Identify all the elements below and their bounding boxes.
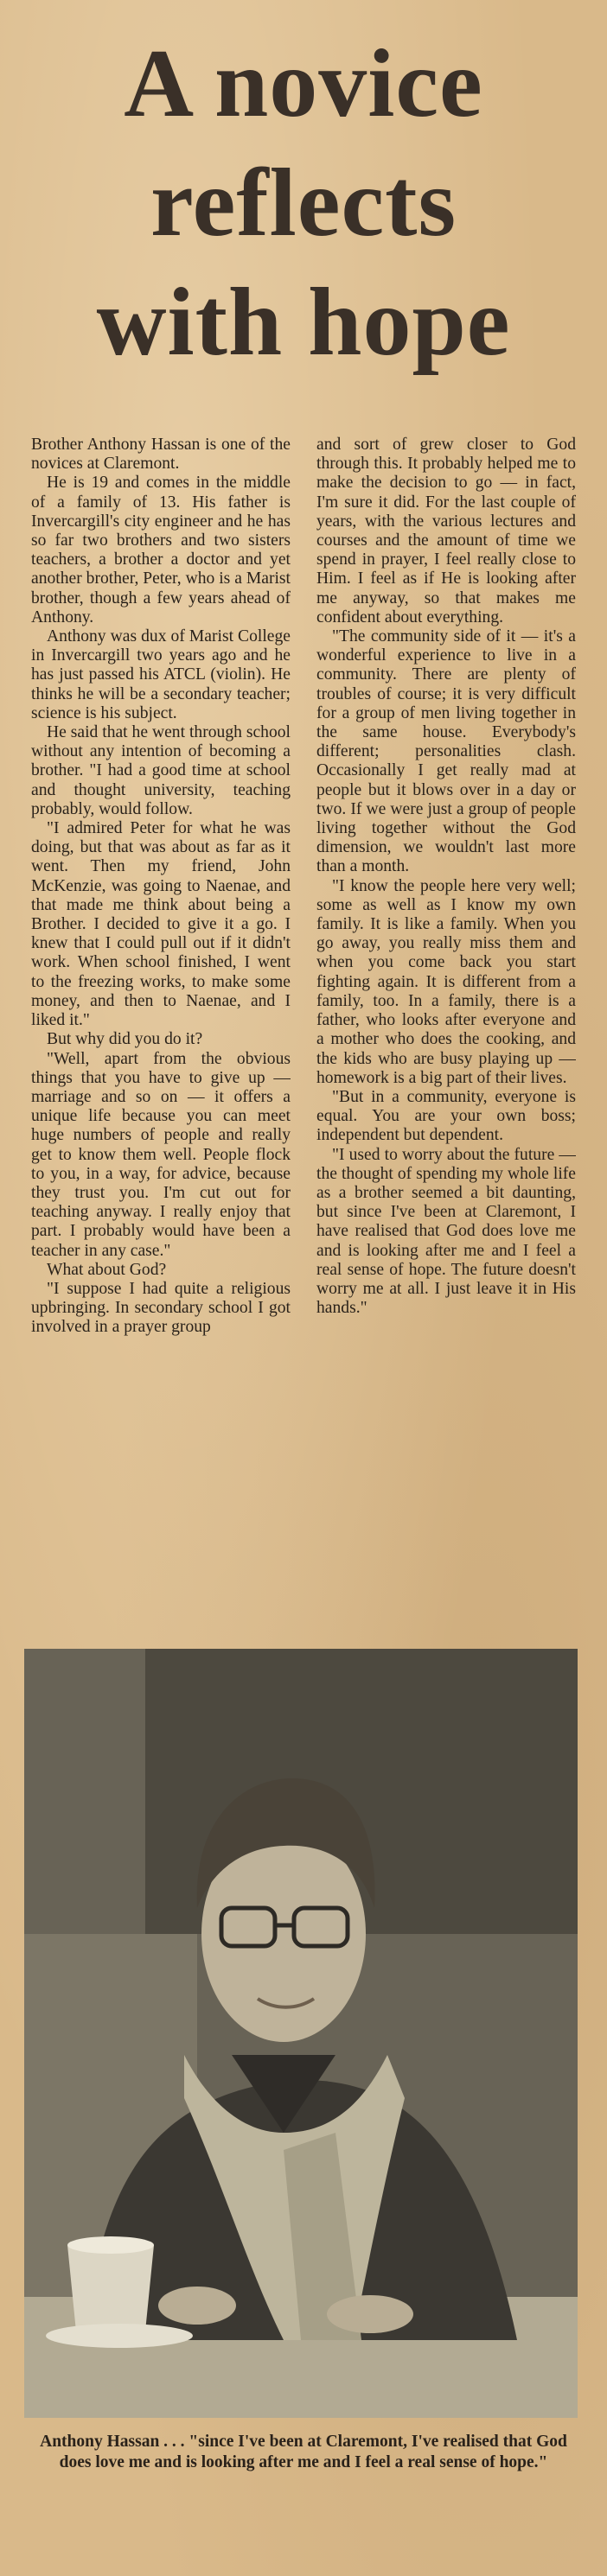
- paragraph: He said that he went through school without any intention of becoming a brother. "I had a good time at school and thought university, teaching probably, would follow.: [31, 723, 291, 818]
- paragraph: "I admired Peter for what he was doing, but that was about as far as it went. Then my friend, John McKenzie, was going to Naenae, and that made me think about being a Brother. I decided to give it a go. I knew that I could pull out if it didn't work. When school finished, I went to the freezing works, to make some money, and then to Naenae, and I liked it.": [31, 819, 291, 1030]
- article-column-2: [316, 436, 576, 1642]
- paragraph: "I suppose I had quite a religious upbringing. In secondary school I got involved in a prayer group: [31, 1279, 291, 1337]
- paragraph: Anthony was dux of Marist College in Invercargill two years ago and he has just passed his ATCL (violin). He thinks he will be a secondary teacher; science is his subject.: [31, 627, 291, 722]
- headline-line-2: reflects: [150, 149, 457, 257]
- paragraph: "I used to worry about the future — the thought of spending my whole life as a brother seemed a bit daunting, but since I've been at Claremont, I have realised that God does love me and is looking after me and I feel a real sense of hope. The future doesn't worry me at all. I just leave it in His hands.": [316, 1145, 576, 1318]
- paragraph: "Well, apart from the obvious things that you have to give up — marriage and so on — it offers a unique life because you can meet huge numbers of people and really get to know them well. People flock to you, in a way, for advice, because they trust you. I'm cut out for teaching anyway. I really enjoy that part. I probably would have been a teacher in any case.": [31, 1049, 291, 1260]
- headline-line-1: A novice: [124, 30, 483, 137]
- photo-caption: Anthony Hassan . . . "since I've been at Claremont, I've realised that God does love me and is looking after me and I feel a real sense of hope.": [40, 2433, 567, 2471]
- headline-line-3: with hope: [96, 269, 511, 376]
- paragraph: "But in a community, everyone is equal. You are your own boss; independent but dependent.: [316, 1087, 576, 1145]
- paragraph: He is 19 and comes in the middle of a family of 13. His father is Invercargill's city engineer and he has so far two brothers and two sisters teachers, a brother a doctor and yet another brother, Peter, who is a Marist brother, though a few years ahead of Anthony.: [31, 474, 291, 627]
- headline: [17, 24, 590, 382]
- paragraph: "The community side of it — it's a wonderful experience to live in a community. There are plenty of troubles of course; it is very difficult for a group of men living together in the same house. Everybody's different; personalities clash. Occasionally I get really mad at people but it blows over in a day or two. If we were just a group of people living together without the God dimension, we wouldn't last more than a month.: [316, 627, 576, 876]
- question: But why did you do it?: [47, 1030, 203, 1049]
- portrait-photo: [24, 1649, 578, 2418]
- article-column-1: [31, 436, 291, 1642]
- paragraph: "I know the people here very well; some as well as I know my own family. It is like a family. When you go away, you really miss them and when you come back you start fighting again. It is different from a family, too. In a family, there is a father, who looks after everyone and a mother who does the cooking, and the kids who are busy playing up — homework is a big part of their lives.: [316, 876, 576, 1087]
- paragraph: and sort of grew closer to God through this. It probably helped me to make the decision to go — in fact, I'm sure it did. For the last couple of years, with the various lectures and courses and the amount of time we spend in prayer, I feel really close to Him. I feel as if He is looking after me anyway, so that makes me confident about everything.: [316, 436, 576, 627]
- question: What about God?: [47, 1260, 167, 1279]
- paragraph: Brother Anthony Hassan is one of the novices at Claremont.: [31, 436, 291, 474]
- portrait-illustration: [24, 1649, 578, 2418]
- article-body: [31, 436, 576, 1642]
